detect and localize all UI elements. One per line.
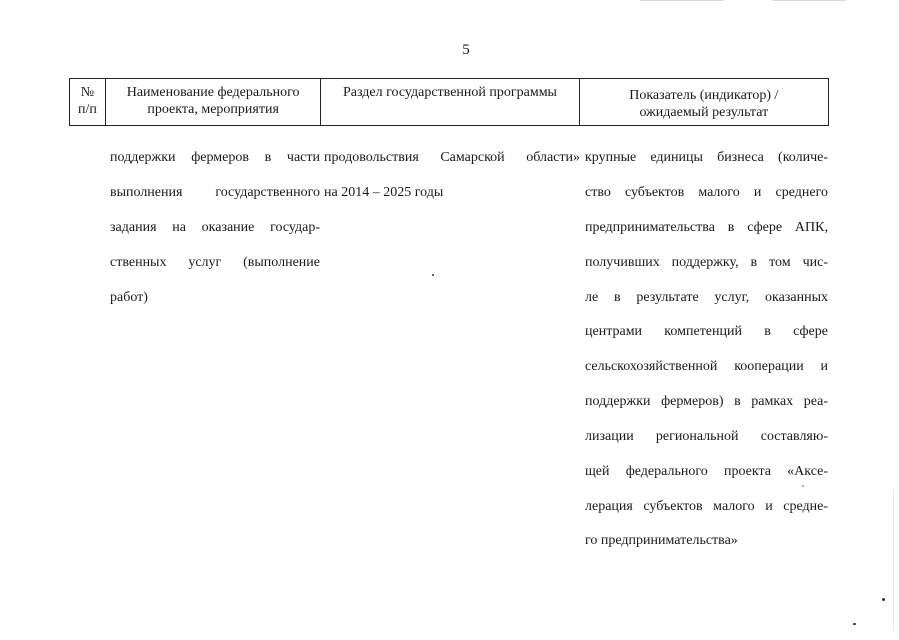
header-num-label: № п/п — [78, 85, 97, 117]
scan-speck — [853, 623, 856, 625]
scan-speck — [802, 485, 804, 487]
scan-edge-mark — [772, 0, 846, 1]
row-indicator-line: ле в результате услуг, оказанных — [585, 289, 828, 305]
scan-speck — [882, 598, 885, 601]
header-name-label: Наименование федерального проекта, мероприятия — [126, 85, 300, 117]
row-section-line: продовольствия Самарской области» — [324, 150, 580, 166]
row-section-cell — [324, 132, 580, 219]
header-section — [321, 79, 579, 125]
header-name — [106, 79, 321, 125]
row-name-cell — [110, 132, 320, 323]
row-indicator-cell — [585, 132, 828, 567]
scan-edge-mark — [640, 0, 724, 1]
row-indicator-line: ство субъектов малого и среднего — [585, 185, 828, 201]
row-indicator-line: го предпринимательства» — [585, 533, 738, 549]
table-header — [69, 78, 829, 126]
scan-speck — [432, 274, 434, 276]
row-name-line: ственных услуг (выполнение — [110, 254, 320, 270]
scan-edge-mark — [893, 490, 894, 630]
header-num — [70, 79, 106, 125]
row-indicator-line: сельскохозяйственной кооперации и — [585, 359, 828, 375]
header-section-label: Раздел государственной программы — [343, 85, 557, 100]
row-name-line: выполнения государственного — [110, 185, 320, 201]
row-section-line: на 2014 – 2025 годы — [324, 185, 444, 201]
row-indicator-line: щей федерального проекта «Аксе- — [585, 463, 828, 479]
header-indicator — [580, 79, 828, 125]
row-name-line: работ) — [110, 289, 148, 305]
row-name-line: задания на оказание государ- — [110, 220, 320, 236]
row-indicator-line: крупные единицы бизнеса (количе- — [585, 150, 828, 166]
row-indicator-line: лерация субъектов малого и средне- — [585, 498, 828, 514]
row-indicator-line: получивших поддержку, в том чис- — [585, 254, 828, 270]
row-indicator-line: поддержки фермеров) в рамках реа- — [585, 394, 828, 410]
header-indicator-label: Показатель (индикатор) / ожидаемый результат — [629, 88, 779, 120]
row-indicator-line: лизации региональной составляю- — [585, 428, 828, 444]
row-indicator-line: предпринимательства в сфере АПК, — [585, 220, 828, 236]
row-indicator-line: центрами компетенций в сфере — [585, 324, 828, 340]
page-number: 5 — [462, 42, 470, 58]
row-name-line: поддержки фермеров в части — [110, 150, 320, 166]
